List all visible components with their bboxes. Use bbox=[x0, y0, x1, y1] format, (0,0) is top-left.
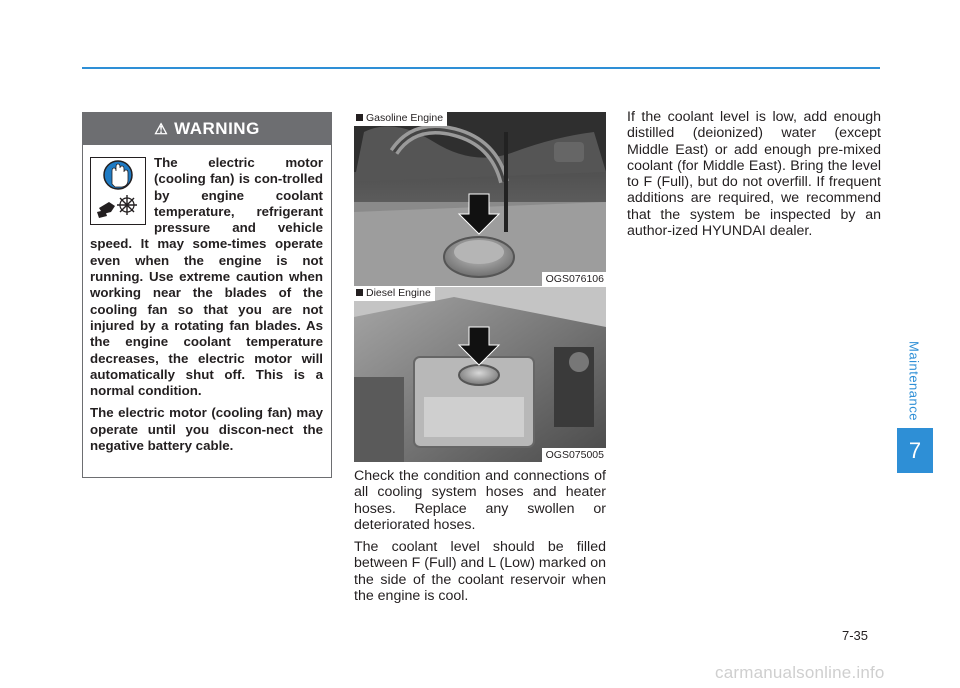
photo-label: Diesel Engine bbox=[354, 287, 435, 301]
square-bullet-icon bbox=[356, 114, 363, 121]
diesel-engine-photo bbox=[354, 287, 606, 462]
coolant-refill-instructions bbox=[627, 109, 881, 245]
square-bullet-icon bbox=[356, 289, 363, 296]
warning-triangle-icon: ⚠ bbox=[154, 121, 169, 138]
warning-paragraph-1: The electric motor (cooling fan) is con-trolled by engine coolant temperature, refrigerant pressure and vehicle speed. It may some-times operate even when the engine is not running. Use extreme caution when working near the blades of the cooling fan so that you are not injured by a rotating fan blades. As the engine coolant temperature decreases, the electric motor will automatically shut off. This is a normal condition. bbox=[90, 155, 323, 399]
photo-code: OGS076106 bbox=[542, 272, 606, 286]
diesel-engine-illustration bbox=[354, 287, 606, 462]
photo-label: Gasoline Engine bbox=[354, 112, 447, 126]
watermark: carmanualsonline.info bbox=[715, 663, 885, 682]
coolant-refill-paragraph: If the coolant level is low, add enough distilled (deionized) water (except Middle East) or add enough pre-mixed coolant (for Middle East). Bring the level to F (Full), but do not overfill. If frequent additions are required, we recommend that the system be inspected by an author-ized HYUNDAI dealer. bbox=[627, 109, 881, 240]
warning-body bbox=[83, 145, 331, 454]
photo-code: OGS075005 bbox=[542, 448, 606, 462]
page-number: 7-35 bbox=[842, 628, 869, 643]
hose-coolant-instructions bbox=[354, 468, 606, 610]
hand-fan-caution-icon bbox=[90, 157, 146, 225]
warning-header bbox=[83, 113, 331, 145]
warning-paragraph-2: The electric motor (cooling fan) may operate until you discon-nect the negative battery cable. bbox=[90, 405, 323, 454]
hose-check-paragraph: Check the condition and connections of all cooling system hoses and heater hoses. Replace any swollen or deteriorated hoses. bbox=[354, 468, 606, 533]
section-side-label: Maintenance bbox=[906, 341, 922, 421]
chapter-tab: 7 bbox=[897, 428, 933, 473]
gasoline-engine-illustration bbox=[354, 112, 606, 286]
warning-title: WARNING bbox=[174, 119, 260, 138]
top-rule bbox=[82, 67, 880, 69]
warning-box bbox=[82, 112, 332, 478]
coolant-level-paragraph: The coolant level should be filled between F (Full) and L (Low) marked on the side of the coolant reservoir when the engine is cool. bbox=[354, 539, 606, 605]
gasoline-engine-photo bbox=[354, 112, 606, 286]
